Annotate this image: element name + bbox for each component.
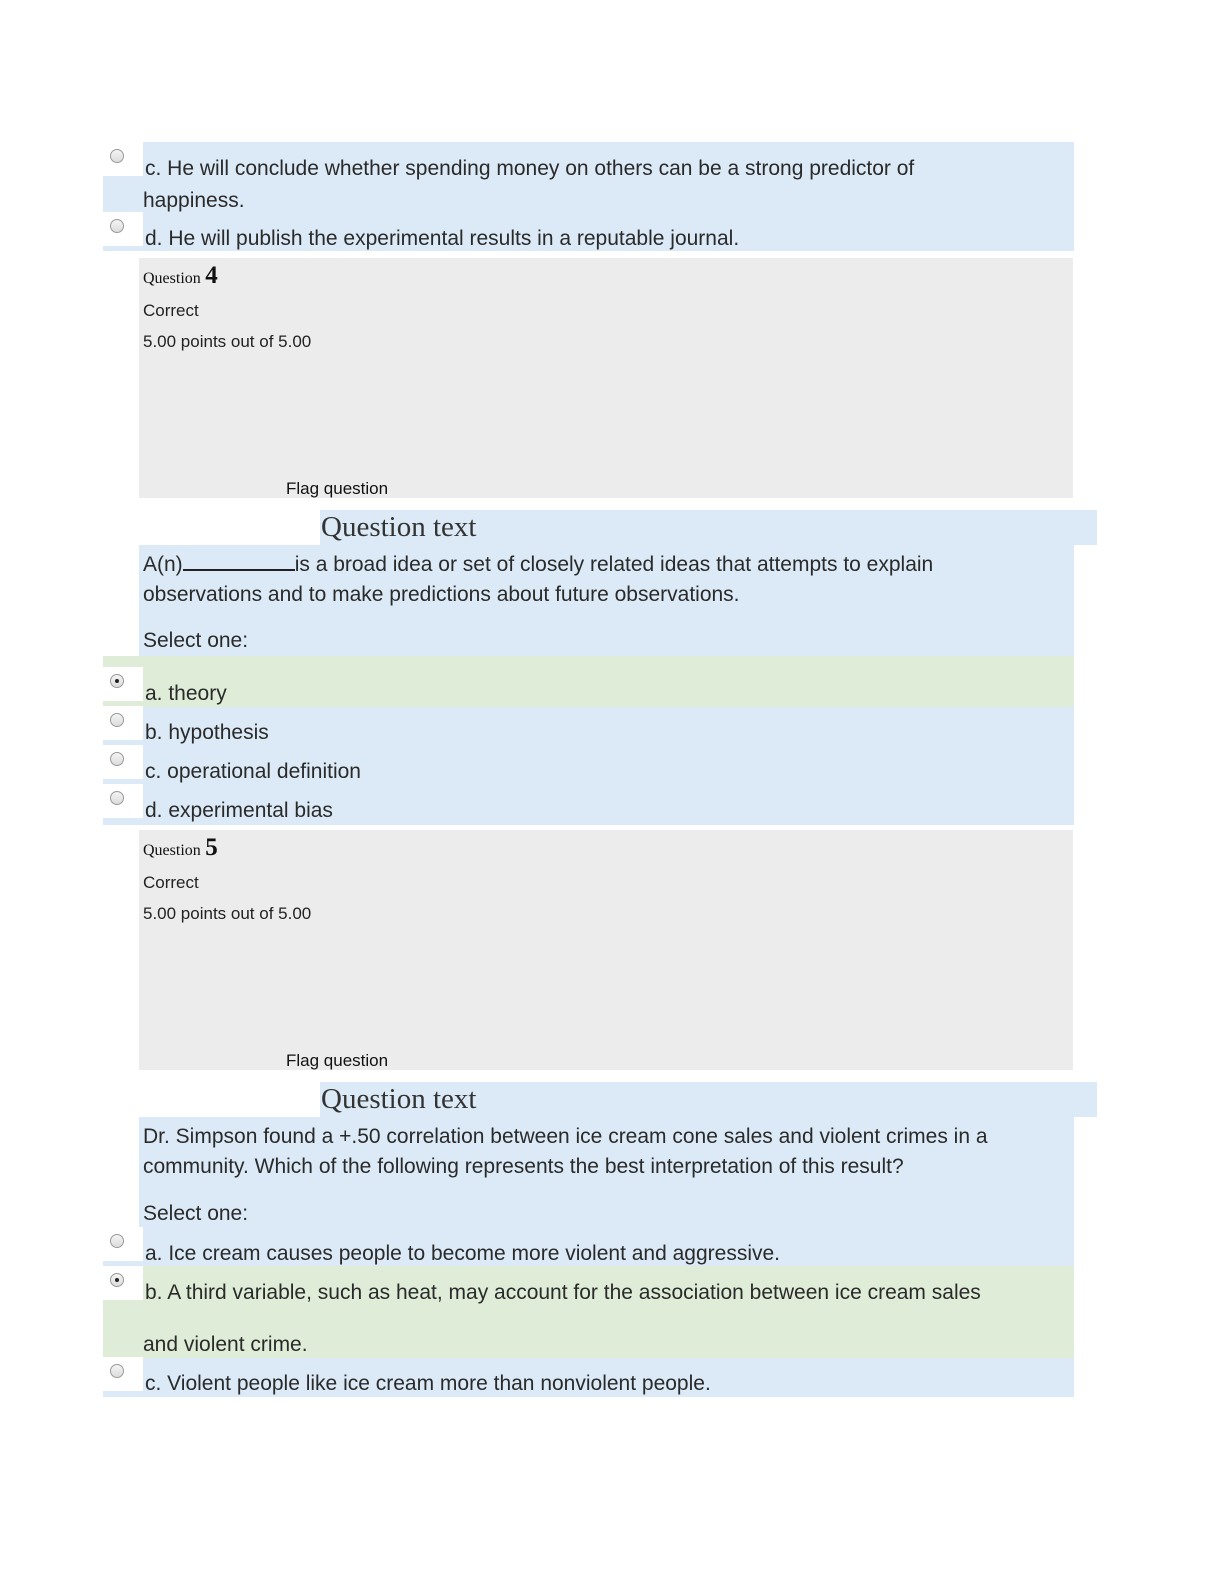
q3-option-c-radio-wrap[interactable] — [103, 142, 143, 176]
q5-option-c-text: c. Violent people like ice cream more than nonviolent people. — [145, 1372, 711, 1395]
q4-points: 5.00 points out of 5.00 — [143, 332, 312, 351]
q5-question-text-heading: Question text — [321, 1083, 477, 1115]
q4-option-b-text: b. hypothesis — [145, 721, 269, 744]
q5-option-a-text: a. Ice cream causes people to become more violent and aggressive. — [145, 1242, 781, 1265]
question-number: 4 — [205, 262, 218, 289]
q3-option-d-radio-wrap[interactable] — [103, 212, 143, 246]
question-number: 5 — [205, 834, 218, 861]
q5-info-box — [139, 830, 1073, 1070]
radio-button[interactable] — [110, 752, 124, 766]
q4-option-b-radio-wrap[interactable] — [103, 706, 143, 740]
radio-button[interactable] — [110, 219, 124, 233]
q4-info-box — [139, 258, 1073, 498]
q5-flag-question[interactable]: Flag question — [286, 1051, 389, 1070]
q4-flag-question[interactable]: Flag question — [286, 479, 389, 498]
q4-text-prefix: A(n) — [143, 553, 183, 576]
q4-option-d-text: d. experimental bias — [145, 799, 333, 822]
q3-option-d-text: d. He will publish the experimental results in a reputable journal. — [145, 227, 740, 250]
q4-text-suffix: is a broad idea or set of closely related ideas that attempts to explain — [294, 553, 934, 576]
q3-option-c-text-cont: happiness. — [143, 189, 245, 212]
q5-option-b-radio-wrap[interactable] — [103, 1266, 143, 1300]
question-label: Question — [143, 270, 201, 287]
q4-option-a-row — [103, 656, 1074, 707]
q4-option-c-text: c. operational definition — [145, 760, 361, 783]
q5-option-b-text: b. A third variable, such as heat, may account for the association between ice cream sales — [145, 1281, 981, 1304]
q4-status: Correct — [143, 301, 199, 320]
fill-in-blank — [183, 549, 295, 571]
q4-option-d-radio-wrap[interactable] — [103, 784, 143, 818]
q4-question-line2: observations and to make predictions about future observations. — [143, 583, 740, 606]
q5-option-a-radio-wrap[interactable] — [103, 1227, 143, 1261]
radio-button[interactable] — [110, 149, 124, 163]
q4-select-one: Select one: — [143, 629, 249, 652]
q3-option-c-text: c. He will conclude whether spending money on others can be a strong predictor of — [145, 157, 915, 180]
radio-button[interactable] — [110, 713, 124, 727]
q5-question-line1: Dr. Simpson found a +.50 correlation between ice cream cone sales and violent crimes in a — [143, 1125, 988, 1148]
q5-status: Correct — [143, 873, 199, 892]
q5-option-c-radio-wrap[interactable] — [103, 1357, 143, 1391]
radio-button[interactable] — [110, 1234, 124, 1248]
question-label: Question — [143, 842, 201, 859]
q5-question-line2: community. Which of the following represents the best interpretation of this result? — [143, 1155, 904, 1178]
radio-button[interactable] — [110, 1364, 124, 1378]
q4-option-c-radio-wrap[interactable] — [103, 745, 143, 779]
radio-button[interactable] — [110, 791, 124, 805]
q4-option-a-text: a. theory — [145, 682, 227, 705]
q4-question-line1 — [143, 549, 933, 580]
q5-header — [143, 834, 218, 862]
radio-button-selected[interactable] — [110, 674, 124, 688]
q4-question-text-heading: Question text — [321, 511, 477, 543]
q5-option-b-text-cont: and violent crime. — [143, 1333, 308, 1356]
q4-header — [143, 262, 218, 290]
q4-option-a-radio-wrap[interactable] — [103, 667, 143, 701]
radio-button-selected[interactable] — [110, 1273, 124, 1287]
q5-points: 5.00 points out of 5.00 — [143, 904, 312, 923]
q5-select-one: Select one: — [143, 1202, 249, 1225]
